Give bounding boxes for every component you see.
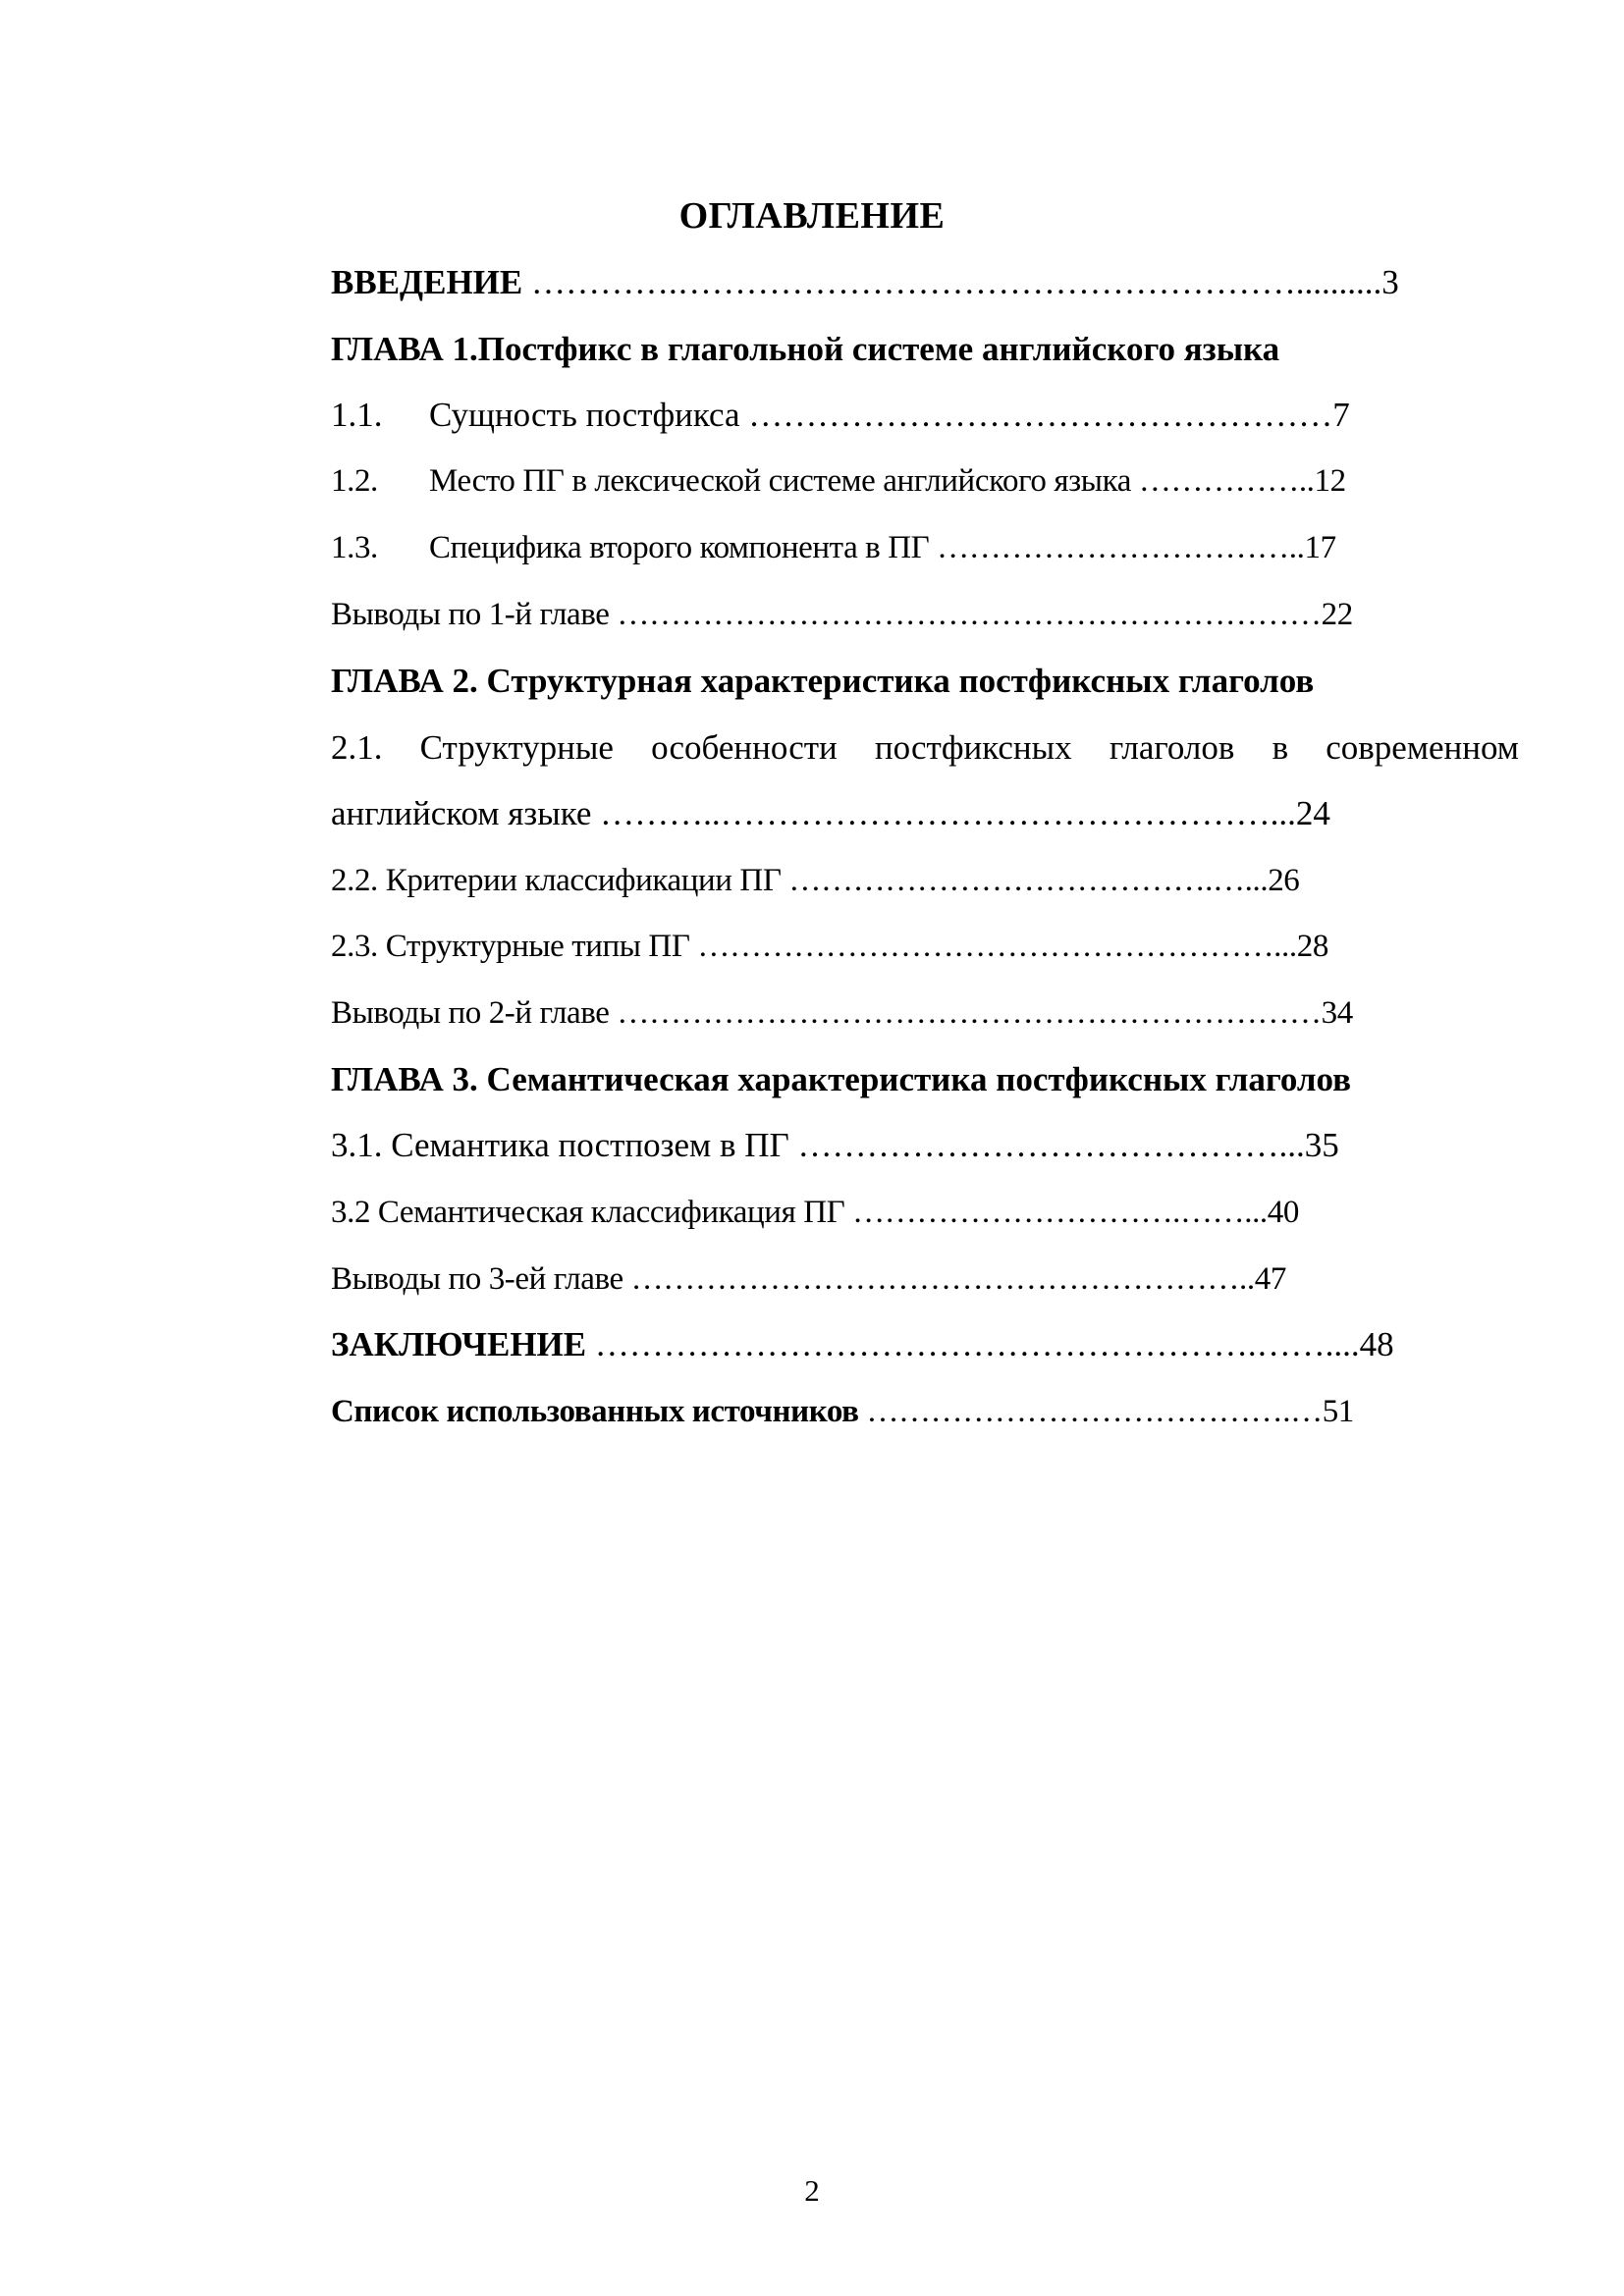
- toc-leader: ………………………………………………….……....: [586, 1325, 1360, 1363]
- toc-page-number: 17: [1304, 530, 1336, 565]
- toc-leader: ……………………………..: [929, 530, 1305, 565]
- toc-entry-conclusions-2: [331, 989, 1353, 1037]
- toc-page-number: 40: [1267, 1195, 1299, 1230]
- toc-section-number: 1.1.: [331, 396, 383, 434]
- toc-entry-conclusions-3: [331, 1255, 1286, 1303]
- toc-page-number: 51: [1322, 1394, 1354, 1429]
- toc-page-number: 34: [1321, 995, 1353, 1031]
- toc-entry-2-1-line-1: [331, 724, 1519, 772]
- toc-section-number: 1.2.: [331, 463, 378, 499]
- toc-entry-label: Место ПГ в лексической системе английского языка: [429, 463, 1131, 499]
- toc-word: постфиксных: [874, 728, 1072, 767]
- toc-entry-1-3: [331, 524, 1336, 571]
- toc-title: ОГЛАВЛЕНИЕ: [678, 195, 946, 237]
- toc-entry-conclusion: [331, 1321, 1394, 1368]
- toc-chapter-3-heading: ГЛАВА 3. Семантическая характеристика постфиксных глаголов: [331, 1060, 1352, 1098]
- toc-word: в: [1272, 728, 1289, 767]
- toc-leader: …………………………………………………………: [609, 995, 1322, 1031]
- toc-entry-label: Выводы по 1-й главе: [331, 597, 610, 632]
- toc-leader: …………………………………………………..: [623, 1261, 1255, 1297]
- toc-leader: ………………………………………………...: [689, 929, 1297, 964]
- toc-entry-label: 3.1. Семантика постпозем в ПГ: [331, 1126, 789, 1164]
- toc-word: 2.1.: [331, 728, 383, 767]
- toc-entry-1-1: [331, 392, 1350, 439]
- toc-entry-1-2: [331, 457, 1346, 505]
- toc-entry-label: Сущность постфикса: [429, 396, 740, 434]
- toc-page-number: 26: [1268, 863, 1300, 898]
- toc-entry-label: ЗАКЛЮЧЕНИЕ: [331, 1325, 587, 1363]
- toc-entry-label: 2.3. Структурные типы ПГ: [331, 929, 690, 964]
- toc-entry-label: Список использованных источников: [331, 1394, 859, 1429]
- toc-entry-label: 2.2. Критерии классификации ПГ: [331, 863, 782, 898]
- toc-word: особенности: [651, 728, 838, 767]
- toc-entry-label: английском языке: [331, 794, 592, 832]
- page-number: 2: [804, 2173, 820, 2208]
- toc-chapter-1-heading: ГЛАВА 1.Постфикс в глагольной системе английского языка: [331, 330, 1280, 368]
- toc-entry-2-2: [331, 857, 1299, 904]
- toc-page-number: 24: [1295, 794, 1330, 832]
- toc-entry-intro: [331, 259, 1399, 306]
- toc-leader: …………………………………………………………: [609, 597, 1322, 632]
- toc-entry-references: [331, 1388, 1354, 1435]
- toc-entry-label: 3.2 Семантическая классификация ПГ: [331, 1195, 845, 1230]
- toc-leader: ……………………………………………: [739, 396, 1333, 434]
- toc-leader: ……………………………………...: [788, 1126, 1305, 1164]
- toc-page-number: 22: [1321, 597, 1353, 632]
- toc-page-number: 48: [1359, 1325, 1394, 1363]
- toc-word: современном: [1326, 728, 1519, 767]
- toc-entry-conclusions-1: [331, 591, 1353, 638]
- toc-word: глаголов: [1109, 728, 1235, 767]
- toc-entry-label: ВВЕДЕНИЕ: [331, 263, 523, 301]
- toc-entry-3-2: [331, 1189, 1299, 1236]
- toc-entry-label: Специфика второго компонента в ПГ: [429, 530, 930, 565]
- toc-word: Структурные: [419, 728, 614, 767]
- toc-leader: ………..…………………………………………...: [591, 794, 1296, 832]
- toc-entry-2-1-line-2: [331, 790, 1330, 837]
- toc-entry-2-3: [331, 923, 1328, 970]
- toc-page-number: 35: [1304, 1126, 1339, 1164]
- toc-page-number: 28: [1296, 929, 1328, 964]
- toc-chapter-2-heading: ГЛАВА 2. Структурная характеристика постфиксных глаголов: [331, 662, 1315, 700]
- toc-entry-label: Выводы по 2-й главе: [331, 995, 610, 1031]
- toc-entry-label: Выводы по 3-ей главе: [331, 1261, 623, 1297]
- toc-leader: ………………………………….…: [858, 1394, 1323, 1429]
- toc-leader: ………………………….……...: [844, 1195, 1268, 1230]
- toc-page-number: 7: [1332, 396, 1350, 434]
- toc-leader: ………….………………………………………………..........: [522, 263, 1382, 301]
- toc-section-number: 1.3.: [331, 530, 378, 565]
- toc-leader: ……………..: [1130, 463, 1315, 499]
- toc-page-number: 47: [1254, 1261, 1286, 1297]
- toc-page-number: 12: [1314, 463, 1346, 499]
- toc-leader: ………………………………….…...: [781, 863, 1269, 898]
- toc-entry-3-1: [331, 1122, 1339, 1169]
- toc-page-number: 3: [1381, 263, 1399, 301]
